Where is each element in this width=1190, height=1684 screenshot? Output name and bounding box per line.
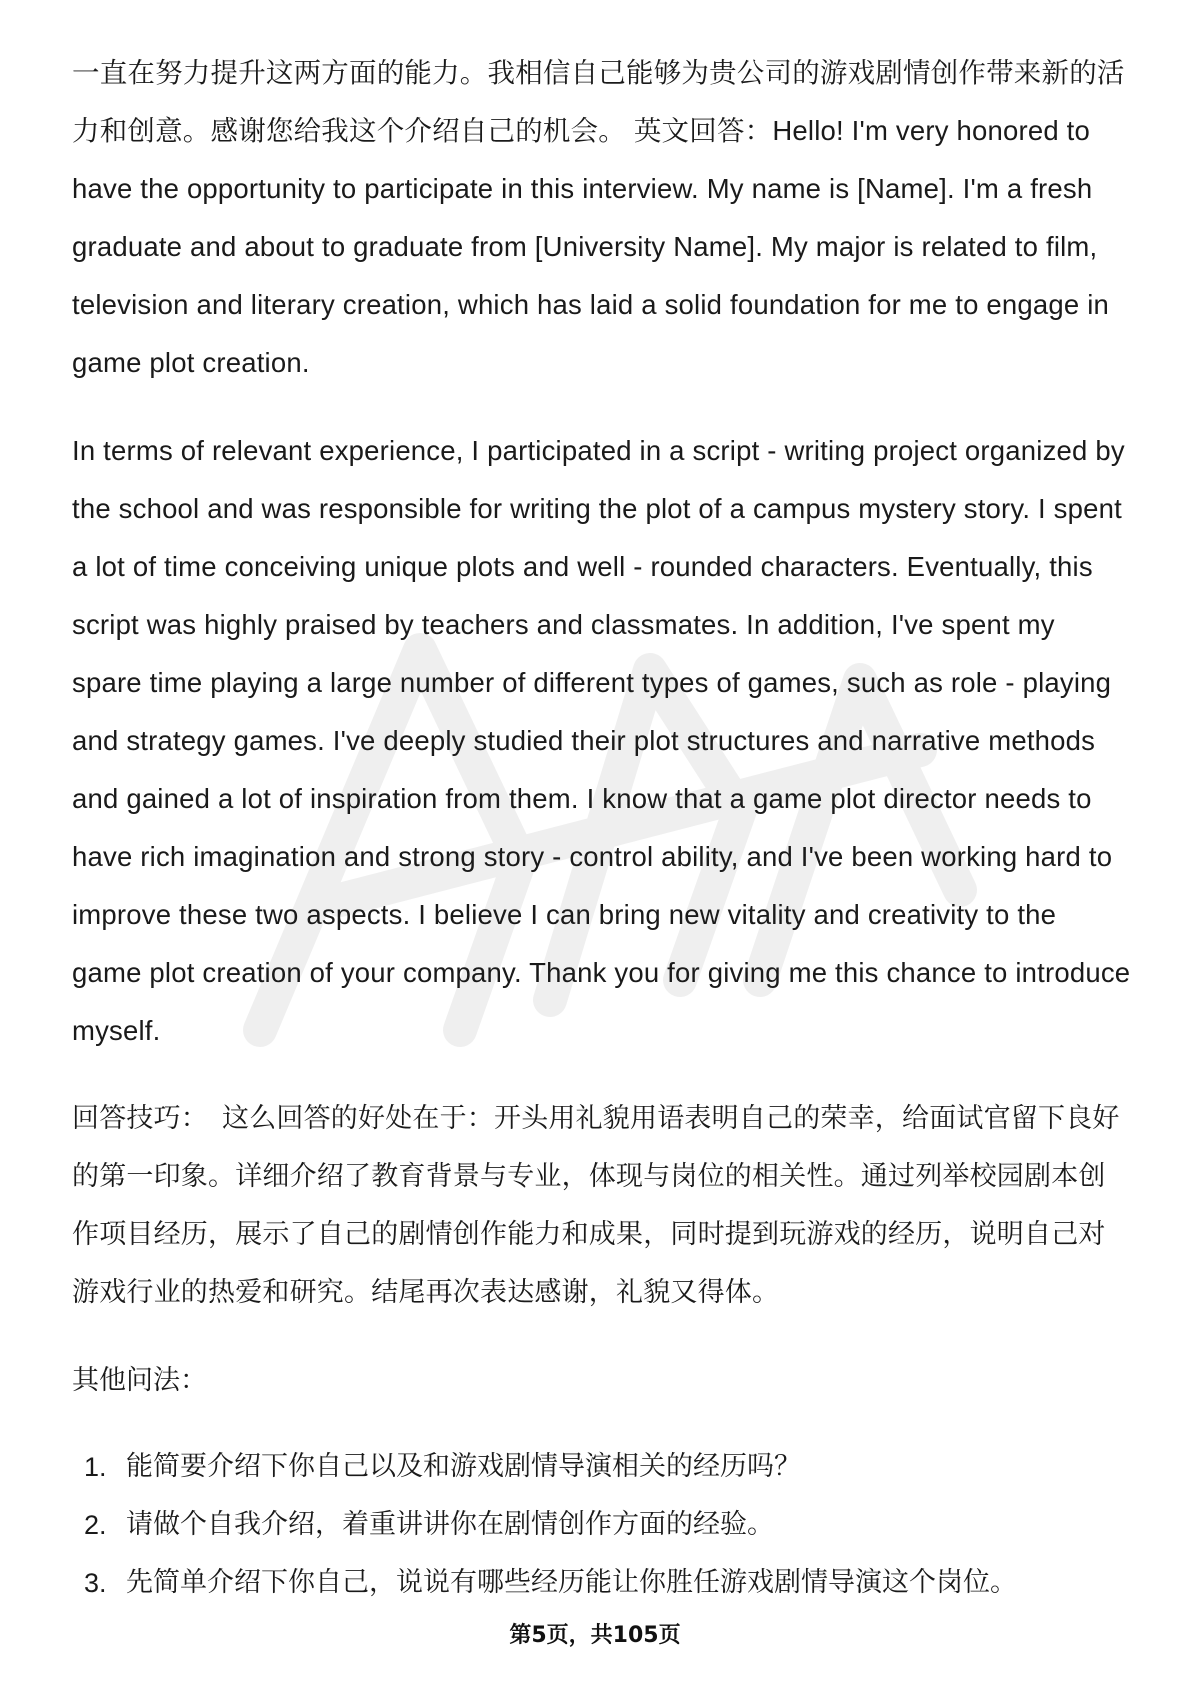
- list-item-number: 3.: [84, 1568, 107, 1598]
- list-item: [84, 1438, 1132, 1496]
- list-item-number: 2.: [84, 1510, 107, 1540]
- list-item-number: 1.: [84, 1452, 107, 1482]
- other-questions-heading: 其他问法：: [72, 1365, 207, 1396]
- answer-tips-text: 这么回答的好处在于：开头用礼貌用语表明自己的荣幸，给面试官留下良好的第一印象。详细介绍了教育背景与专业，体现与岗位的相关性。通过列举校园剧本创作项目经历，展示了自己的剧情创作能力和成果，同时提到玩游戏的经历，说明自己对游戏行业的热爱和研究。结尾再次表达感谢，礼貌又得体。: [72, 1103, 1120, 1308]
- intro-paragraph: 一直在努力提升这两方面的能力。我相信自己能够为贵公司的游戏剧情创作带来新的活力和创意。感谢您给我这个介绍自己的机会。 英文回答：Hello! I'm very honored to have the opportunity to participate in this interview. My name is [Name]. I'm a fresh graduate and about to graduate from [University Name]. My major is related to film, television and literary creation, which has laid a solid foundation for me to engage in game plot creation.: [72, 57, 1125, 378]
- list-item: [84, 1496, 1132, 1554]
- other-questions-list: [72, 1438, 1132, 1612]
- list-item-text: 请做个自我介绍，着重讲讲你在剧情创作方面的经验。: [126, 1509, 774, 1540]
- answer-tips-paragraph: [72, 1090, 1132, 1322]
- list-item-text: 先简单介绍下你自己，说说有哪些经历能让你胜任游戏剧情导演这个岗位。: [126, 1567, 1017, 1598]
- answer-tips-label: 回答技巧：: [72, 1103, 208, 1134]
- list-item-text: 能简要介绍下你自己以及和游戏剧情导演相关的经历吗？: [126, 1451, 801, 1482]
- experience-paragraph: In terms of relevant experience, I participated in a script - writing project organized by the school and was responsible for writing the plot of a campus mystery story. I spent a lot of time conceiving unique plots and well - rounded characters. Eventually, this script was highly praised by teachers and classmates. In addition, I've spent my spare time playing a large number of different types of games, such as role - playing and strategy games. I've deeply studied their plot structures and narrative methods and gained a lot of inspiration from them. I know that a game plot director needs to have rich imagination and strong story - control ability, and I've been working hard to improve these two aspects. I believe I can bring new vitality and creativity to the game plot creation of your company. Thank you for giving me this chance to introduce myself.: [72, 435, 1131, 1046]
- page-number-footer: 第5页，共105页: [509, 1623, 681, 1648]
- list-item: [84, 1554, 1132, 1612]
- document-page: [72, 44, 1132, 1612]
